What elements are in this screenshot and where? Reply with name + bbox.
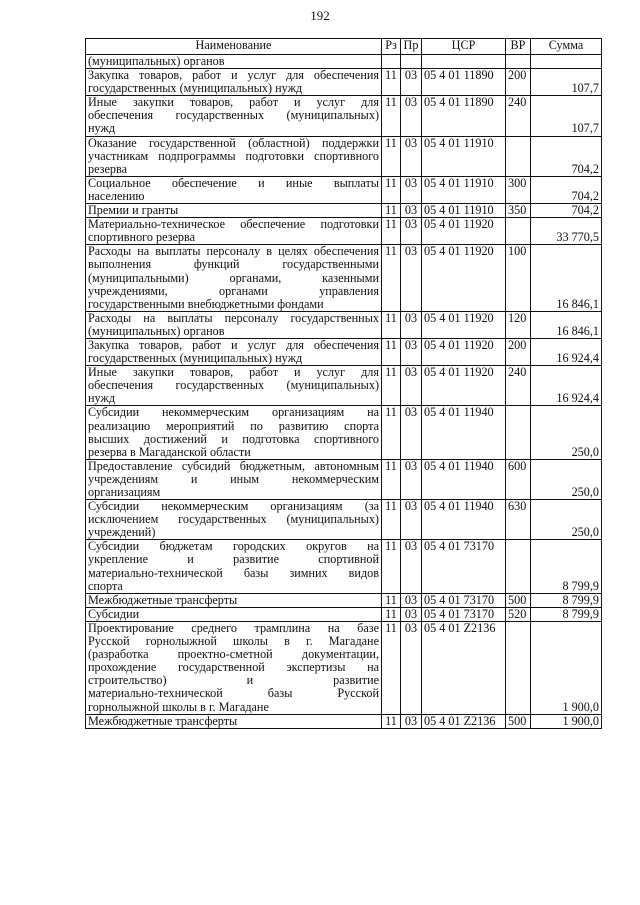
cell-rz: 11 <box>382 540 401 593</box>
cell-pr: 03 <box>401 459 422 499</box>
table-row <box>86 714 602 728</box>
cell-sum <box>531 55 602 69</box>
table-row <box>86 540 602 593</box>
name-line: материально-технической базы Русской <box>88 686 379 701</box>
cell-rz <box>382 55 401 69</box>
cell-pr: 03 <box>401 406 422 459</box>
cell-name <box>86 540 382 593</box>
cell-vr: 600 <box>506 459 531 499</box>
cell-vr: 500 <box>506 593 531 607</box>
cell-csr: 05 4 01 11890 <box>422 96 506 136</box>
cell-rz: 11 <box>382 621 401 714</box>
table-row <box>86 136 602 176</box>
name-line: учреждений) <box>88 525 156 540</box>
cell-csr: 05 4 01 11890 <box>422 69 506 96</box>
cell-name <box>86 406 382 459</box>
cell-pr: 03 <box>401 204 422 218</box>
name-line: высших достижений и подготовка спортивного <box>88 431 379 446</box>
name-line: спорта <box>88 578 123 593</box>
cell-csr: 05 4 01 Z2136 <box>422 621 506 714</box>
table-row <box>86 69 602 96</box>
cell-pr: 03 <box>401 540 422 593</box>
name-line: резерва в Магаданской области <box>88 444 251 459</box>
cell-rz: 11 <box>382 714 401 728</box>
cell-name <box>86 714 382 728</box>
cell-name <box>86 218 382 245</box>
name-line: Премии и гранты <box>88 203 179 218</box>
cell-csr: 05 4 01 11940 <box>422 406 506 459</box>
cell-csr: 05 4 01 11910 <box>422 136 506 176</box>
cell-rz: 11 <box>382 338 401 365</box>
cell-pr: 03 <box>401 136 422 176</box>
cell-pr: 03 <box>401 96 422 136</box>
name-line: Проектирование среднего трамплина на базе <box>88 621 379 635</box>
cell-vr <box>506 540 531 593</box>
name-line: (муниципальными) органами, казенными <box>88 270 379 285</box>
cell-name <box>86 621 382 714</box>
name-line: укрепление и развитие спортивной <box>88 552 379 567</box>
name-line: нужд <box>88 121 116 136</box>
name-line: учреждениям и иным некоммерческим <box>88 471 379 486</box>
cell-csr: 05 4 01 11920 <box>422 338 506 365</box>
cell-vr: 100 <box>506 245 531 311</box>
cell-vr: 520 <box>506 607 531 621</box>
cell-vr: 240 <box>506 366 531 406</box>
name-line: Предоставление субсидий бюджетным, автономным <box>88 459 379 473</box>
cell-name <box>86 245 382 311</box>
name-line: нужд <box>88 391 116 406</box>
table-row <box>86 406 602 459</box>
cell-pr: 03 <box>401 176 422 203</box>
cell-sum: 704,2 <box>531 176 602 203</box>
name-line: (муниципальных) органов <box>88 323 225 338</box>
cell-rz: 11 <box>382 366 401 406</box>
table-row <box>86 218 602 245</box>
cell-name <box>86 459 382 499</box>
name-line: Материально-техническое обеспечение подготовки <box>88 217 379 232</box>
cell-pr: 03 <box>401 500 422 540</box>
cell-sum: 1 900,0 <box>531 714 602 728</box>
cell-sum: 704,2 <box>531 136 602 176</box>
cell-sum: 107,7 <box>531 96 602 136</box>
name-line: прохождение государственной экспертизы на <box>88 660 379 675</box>
cell-name <box>86 338 382 365</box>
cell-pr: 03 <box>401 607 422 621</box>
table-row <box>86 311 602 338</box>
table-row <box>86 459 602 499</box>
cell-vr <box>506 136 531 176</box>
cell-vr: 240 <box>506 96 531 136</box>
cell-sum: 250,0 <box>531 500 602 540</box>
page-number: 192 <box>310 8 330 23</box>
name-line: Межбюджетные трансферты <box>88 714 238 728</box>
header-sum: Сумма <box>531 39 602 55</box>
cell-sum: 16 846,1 <box>531 245 602 311</box>
table-row <box>86 55 602 69</box>
name-line: Субсидии некоммерческим организациям (за <box>88 499 379 514</box>
cell-csr <box>422 55 506 69</box>
table-body <box>86 55 602 729</box>
cell-name <box>86 311 382 338</box>
cell-sum: 8 799,9 <box>531 540 602 593</box>
cell-csr: 05 4 01 Z2136 <box>422 714 506 728</box>
cell-csr: 05 4 01 11920 <box>422 245 506 311</box>
table-row <box>86 96 602 136</box>
cell-rz: 11 <box>382 204 401 218</box>
table-row <box>86 245 602 311</box>
cell-csr: 05 4 01 73170 <box>422 540 506 593</box>
cell-name <box>86 500 382 540</box>
header-pr: Пр <box>401 39 422 55</box>
budget-table <box>85 38 602 729</box>
cell-vr <box>506 218 531 245</box>
cell-csr: 05 4 01 11940 <box>422 500 506 540</box>
cell-vr <box>506 55 531 69</box>
table-row <box>86 500 602 540</box>
name-line: материально-технической базы зимних видов <box>88 565 379 580</box>
cell-rz: 11 <box>382 500 401 540</box>
cell-name <box>86 69 382 96</box>
cell-sum: 8 799,9 <box>531 593 602 607</box>
cell-rz: 11 <box>382 311 401 338</box>
name-line: Закупка товаров, работ и услуг для обеспечения <box>88 338 379 352</box>
name-line: участникам подпрограммы подготовки спортивного <box>88 148 379 163</box>
cell-pr: 03 <box>401 621 422 714</box>
cell-name <box>86 96 382 136</box>
table-row <box>86 338 602 365</box>
cell-name <box>86 55 382 69</box>
cell-rz: 11 <box>382 176 401 203</box>
cell-vr: 120 <box>506 311 531 338</box>
cell-sum: 250,0 <box>531 459 602 499</box>
cell-rz: 11 <box>382 136 401 176</box>
cell-pr <box>401 55 422 69</box>
cell-name <box>86 593 382 607</box>
cell-csr: 05 4 01 73170 <box>422 593 506 607</box>
table-row <box>86 593 602 607</box>
cell-pr: 03 <box>401 245 422 311</box>
cell-sum: 16 924,4 <box>531 338 602 365</box>
header-vr: ВР <box>506 39 531 55</box>
cell-pr: 03 <box>401 366 422 406</box>
cell-vr <box>506 406 531 459</box>
cell-pr: 03 <box>401 714 422 728</box>
name-line: спортивного резерва <box>88 230 195 245</box>
name-line: Межбюджетные трансферты <box>88 593 238 607</box>
name-line: населению <box>88 188 145 203</box>
name-line: выполнения функций государственными <box>88 257 379 272</box>
cell-pr: 03 <box>401 69 422 96</box>
name-line: Субсидии бюджетам городских округов на <box>88 539 379 554</box>
cell-vr: 200 <box>506 338 531 365</box>
cell-rz: 11 <box>382 69 401 96</box>
cell-rz: 11 <box>382 459 401 499</box>
cell-csr: 05 4 01 11920 <box>422 218 506 245</box>
cell-vr: 300 <box>506 176 531 203</box>
table-row <box>86 204 602 218</box>
cell-rz: 11 <box>382 406 401 459</box>
table-row <box>86 366 602 406</box>
cell-vr: 350 <box>506 204 531 218</box>
table-row <box>86 176 602 203</box>
cell-sum: 107,7 <box>531 69 602 96</box>
cell-sum: 8 799,9 <box>531 607 602 621</box>
cell-name <box>86 204 382 218</box>
cell-pr: 03 <box>401 218 422 245</box>
cell-name <box>86 607 382 621</box>
cell-csr: 05 4 01 73170 <box>422 607 506 621</box>
name-line: горнолыжной школы в г. Магадане <box>88 699 269 714</box>
cell-csr: 05 4 01 11940 <box>422 459 506 499</box>
name-line: Иные закупки товаров, работ и услуг для <box>88 95 379 110</box>
cell-pr: 03 <box>401 338 422 365</box>
cell-rz: 11 <box>382 96 401 136</box>
cell-vr <box>506 621 531 714</box>
cell-rz: 11 <box>382 593 401 607</box>
cell-sum: 16 846,1 <box>531 311 602 338</box>
name-line: Расходы на выплаты персоналу государственных <box>88 311 379 325</box>
name-line: Субсидии <box>88 607 140 621</box>
name-line: учреждениями, органами управления <box>88 283 379 298</box>
header-csr: ЦСР <box>422 39 506 55</box>
cell-name <box>86 366 382 406</box>
name-line: Иные закупки товаров, работ и услуг для <box>88 365 379 380</box>
name-line: Социальное обеспечение и иные выплаты <box>88 176 379 190</box>
name-line: обеспечения государственных (муниципальных) <box>88 108 379 123</box>
name-line: (муниципальных) органов <box>88 54 225 68</box>
cell-pr: 03 <box>401 593 422 607</box>
cell-csr: 05 4 01 11920 <box>422 311 506 338</box>
name-line: резерва <box>88 161 127 176</box>
cell-sum: 250,0 <box>531 406 602 459</box>
name-line: государственных (муниципальных) нужд <box>88 351 303 366</box>
cell-sum: 1 900,0 <box>531 621 602 714</box>
cell-vr: 500 <box>506 714 531 728</box>
header-name: Наименование <box>86 39 382 55</box>
name-line: Расходы на выплаты персоналу в целях обеспечения <box>88 244 379 259</box>
cell-rz: 11 <box>382 607 401 621</box>
cell-sum: 16 924,4 <box>531 366 602 406</box>
name-line: Закупка товаров, работ и услуг для обеспечения <box>88 68 379 83</box>
name-line: обеспечения государственных (муниципальных) <box>88 378 379 393</box>
name-line: Субсидии некоммерческим организациям на <box>88 405 379 420</box>
header-rz: Рз <box>382 39 401 55</box>
cell-csr: 05 4 01 11910 <box>422 204 506 218</box>
cell-vr: 630 <box>506 500 531 540</box>
name-line: Оказание государственной (областной) поддержки <box>88 136 379 150</box>
cell-pr: 03 <box>401 311 422 338</box>
cell-csr: 05 4 01 11910 <box>422 176 506 203</box>
cell-rz: 11 <box>382 245 401 311</box>
cell-csr: 05 4 01 11920 <box>422 366 506 406</box>
name-line: организациям <box>88 485 161 499</box>
name-line: Русской горнолыжной школы в г. Магадане <box>88 634 379 649</box>
cell-rz: 11 <box>382 218 401 245</box>
table-row <box>86 607 602 621</box>
cell-name <box>86 136 382 176</box>
table-row <box>86 621 602 714</box>
cell-sum: 704,2 <box>531 204 602 218</box>
name-line: реализацию мероприятий по развитию спорта <box>88 418 379 433</box>
table-header-row <box>86 39 602 55</box>
name-line: строительство) и развитие <box>88 673 379 688</box>
name-line: государственных (муниципальных) нужд <box>88 81 303 96</box>
name-line: исключением государственных (муниципальных) <box>88 512 379 527</box>
cell-vr: 200 <box>506 69 531 96</box>
name-line: государственными внебюджетными фондами <box>88 296 324 311</box>
name-line: (разработка проектно-сметной документации, <box>88 647 379 662</box>
cell-sum: 33 770,5 <box>531 218 602 245</box>
cell-name <box>86 176 382 203</box>
